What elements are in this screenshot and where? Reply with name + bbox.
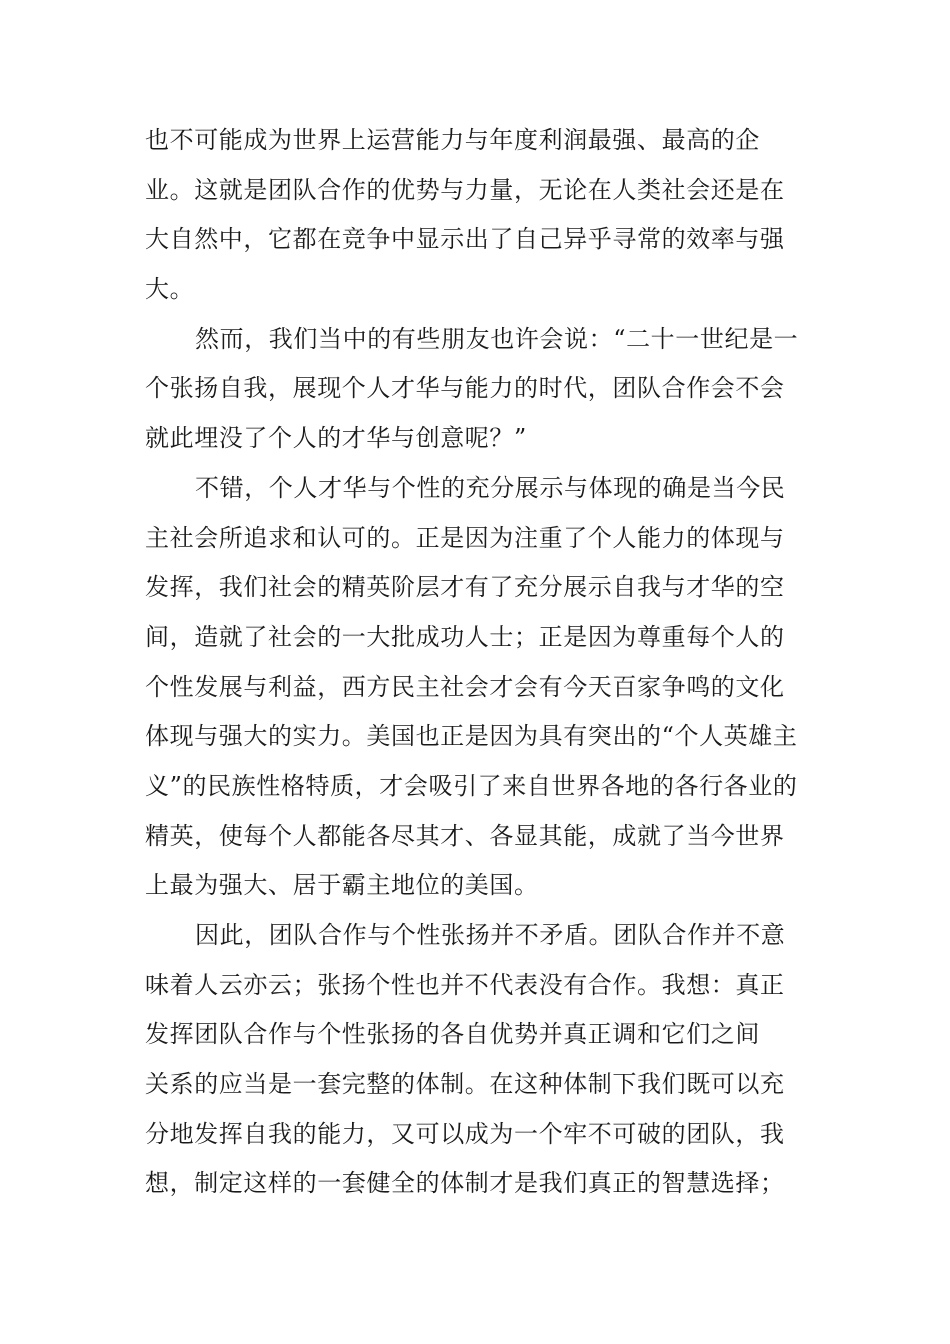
paragraph-first-line: 然而，我们当中的有些朋友也许会说：“二十一世纪是一 <box>195 324 799 353</box>
text-line: 也不可能成为世界上运营能力与年度利润最强、最高的企 <box>145 126 760 154</box>
text-line: 发挥，我们社会的精英阶层才有了充分展示自我与才华的空 <box>145 573 785 602</box>
text-line: 大自然中，它都在竞争中显示出了自己异乎寻常的效率与强 <box>145 225 785 254</box>
text-line: 关系的应当是一套完整的体制。在这种体制下我们既可以充 <box>145 1070 785 1099</box>
text-line: 发挥团队合作与个性张扬的各自优势并真正调和它们之间 <box>145 1020 760 1049</box>
paragraph-first-line: 因此，团队合作与个性张扬并不矛盾。团队合作并不意 <box>195 921 786 949</box>
body-text <box>145 116 810 1209</box>
text-line: 主社会所追求和认可的。正是因为注重了个人能力的体现与 <box>145 523 785 552</box>
paragraph-first-line: 不错，个人才华与个性的充分展示与体现的确是当今民 <box>195 473 786 502</box>
text-line: 想，制定这样的一套健全的体制才是我们真正的智慧选择； <box>145 1169 785 1198</box>
text-line: 业。这就是团队合作的优势与力量，无论在人类社会还是在 <box>145 175 785 204</box>
text-line: 间，造就了社会的一大批成功人士；正是因为尊重每个人的 <box>145 622 785 651</box>
text-line: 大。 <box>145 275 195 304</box>
text-line: 味着人云亦云；张扬个性也并不代表没有合作。我想：真正 <box>145 970 785 999</box>
text-line: 上最为强大、居于霸主地位的美国。 <box>145 871 539 900</box>
text-line: 分地发挥自我的能力，又可以成为一个牢不可破的团队，我 <box>145 1119 785 1148</box>
text-line: 就此埋没了个人的才华与创意呢？” <box>145 424 527 453</box>
text-line: 个张扬自我，展现个人才华与能力的时代，团队合作会不会 <box>145 374 785 403</box>
text-line: 义”的民族性格特质，才会吸引了来自世界各地的各行各业的 <box>145 771 798 800</box>
text-line: 精英，使每个人都能各尽其才、各显其能，成就了当今世界 <box>145 821 785 850</box>
text-line: 个性发展与利益，西方民主社会才会有今天百家争鸣的文化 <box>145 672 785 701</box>
text-line: 体现与强大的实力。美国也正是因为具有突出的“个人英雄主 <box>145 722 798 751</box>
